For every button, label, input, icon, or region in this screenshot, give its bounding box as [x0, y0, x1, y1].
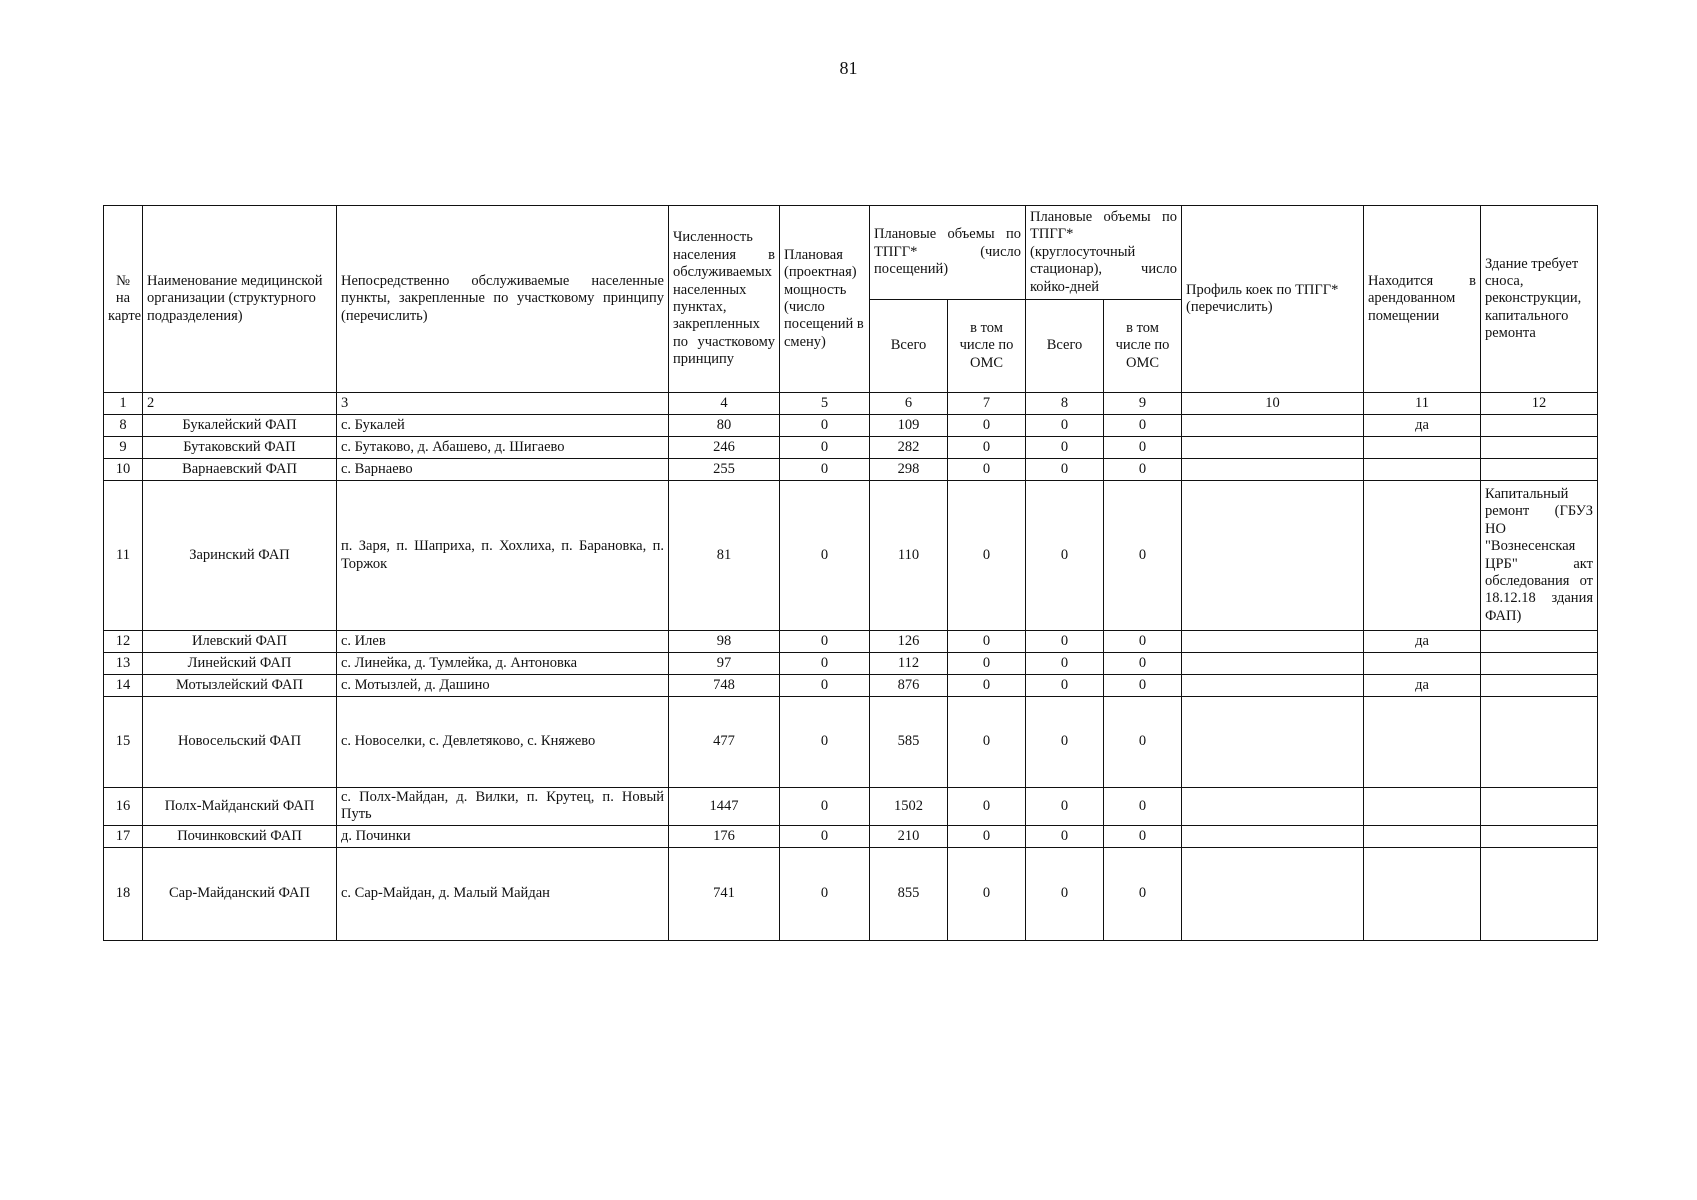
column-number: 4 [669, 393, 780, 415]
row-number: 12 [104, 631, 143, 653]
row-repair [1481, 675, 1598, 697]
row-settlements: с. Сар-Майдан, д. Малый Майдан [337, 847, 669, 940]
row-settlements: с. Новоселки, с. Девлетяково, с. Княжево [337, 697, 669, 788]
row-visits-total: 1502 [870, 788, 948, 826]
row-rented [1364, 788, 1481, 826]
row-name: Новосельский ФАП [143, 697, 337, 788]
row-population: 81 [669, 481, 780, 631]
row-capacity: 0 [780, 481, 870, 631]
table-row [104, 481, 1598, 631]
row-beddays-total: 0 [1026, 437, 1104, 459]
row-beddays-total: 0 [1026, 847, 1104, 940]
header-capacity: Плановая (проектная) мощность (число посещений в смену) [780, 206, 870, 393]
header-name: Наименование медицинской организации (структурного подразделения) [143, 206, 337, 393]
row-beddays-oms: 0 [1104, 847, 1182, 940]
row-settlements: д. Починки [337, 825, 669, 847]
row-capacity: 0 [780, 459, 870, 481]
row-capacity: 0 [780, 415, 870, 437]
row-repair [1481, 631, 1598, 653]
row-beddays-oms: 0 [1104, 481, 1182, 631]
row-rented [1364, 847, 1481, 940]
row-name: Варнаевский ФАП [143, 459, 337, 481]
row-profile [1182, 825, 1364, 847]
row-name: Илевский ФАП [143, 631, 337, 653]
row-visits-oms: 0 [948, 697, 1026, 788]
table-row [104, 631, 1598, 653]
header-num: № на карте [104, 206, 143, 393]
row-visits-oms: 0 [948, 788, 1026, 826]
row-profile [1182, 459, 1364, 481]
table-row [104, 697, 1598, 788]
row-rented [1364, 459, 1481, 481]
row-repair [1481, 847, 1598, 940]
row-population: 176 [669, 825, 780, 847]
column-number: 7 [948, 393, 1026, 415]
row-number: 9 [104, 437, 143, 459]
row-beddays-total: 0 [1026, 788, 1104, 826]
column-numbers-row [104, 393, 1598, 415]
row-repair [1481, 415, 1598, 437]
row-visits-oms: 0 [948, 653, 1026, 675]
column-number: 1 [104, 393, 143, 415]
row-population: 748 [669, 675, 780, 697]
row-beddays-total: 0 [1026, 653, 1104, 675]
row-profile [1182, 675, 1364, 697]
row-beddays-total: 0 [1026, 697, 1104, 788]
row-visits-oms: 0 [948, 631, 1026, 653]
row-rented [1364, 653, 1481, 675]
row-population: 477 [669, 697, 780, 788]
row-settlements: с. Букалей [337, 415, 669, 437]
row-beddays-oms: 0 [1104, 631, 1182, 653]
row-name: Бутаковский ФАП [143, 437, 337, 459]
table-row [104, 415, 1598, 437]
column-number: 11 [1364, 393, 1481, 415]
row-capacity: 0 [780, 788, 870, 826]
row-name: Починковский ФАП [143, 825, 337, 847]
header-beddays-group: Плановые объемы по ТПГГ* (круглосуточный стационар), число койко-дней [1026, 206, 1182, 300]
row-number: 8 [104, 415, 143, 437]
row-beddays-total: 0 [1026, 415, 1104, 437]
row-beddays-oms: 0 [1104, 675, 1182, 697]
row-rented [1364, 481, 1481, 631]
row-visits-oms: 0 [948, 675, 1026, 697]
row-profile [1182, 697, 1364, 788]
row-repair [1481, 437, 1598, 459]
row-settlements: с. Варнаево [337, 459, 669, 481]
row-capacity: 0 [780, 697, 870, 788]
row-name: Полх-Майданский ФАП [143, 788, 337, 826]
row-beddays-oms: 0 [1104, 697, 1182, 788]
row-population: 255 [669, 459, 780, 481]
row-population: 98 [669, 631, 780, 653]
header-population: Численность населения в обслуживаемых населенных пунктах, закрепленных по участковому принципу [669, 206, 780, 393]
row-profile [1182, 653, 1364, 675]
row-settlements: п. Заря, п. Шаприха, п. Хохлиха, п. Барановка, п. Торжок [337, 481, 669, 631]
row-beddays-total: 0 [1026, 675, 1104, 697]
header-visits-oms: в том числе по ОМС [948, 300, 1026, 393]
row-capacity: 0 [780, 653, 870, 675]
row-number: 11 [104, 481, 143, 631]
row-population: 741 [669, 847, 780, 940]
table-row [104, 847, 1598, 940]
row-number: 10 [104, 459, 143, 481]
row-population: 97 [669, 653, 780, 675]
row-profile [1182, 847, 1364, 940]
row-visits-total: 109 [870, 415, 948, 437]
row-visits-oms: 0 [948, 415, 1026, 437]
header-settlements: Непосредственно обслуживаемые населенные пункты, закрепленные по участковому принципу (перечислить) [337, 206, 669, 393]
row-repair [1481, 788, 1598, 826]
row-population: 1447 [669, 788, 780, 826]
column-number: 5 [780, 393, 870, 415]
row-number: 14 [104, 675, 143, 697]
row-visits-total: 282 [870, 437, 948, 459]
row-settlements: с. Мотызлей, д. Дашино [337, 675, 669, 697]
row-beddays-total: 0 [1026, 631, 1104, 653]
row-visits-total: 298 [870, 459, 948, 481]
row-name: Заринский ФАП [143, 481, 337, 631]
row-capacity: 0 [780, 631, 870, 653]
row-rented [1364, 697, 1481, 788]
row-visits-total: 585 [870, 697, 948, 788]
row-beddays-oms: 0 [1104, 788, 1182, 826]
row-visits-oms: 0 [948, 459, 1026, 481]
row-rented: да [1364, 675, 1481, 697]
row-repair [1481, 459, 1598, 481]
table-row [104, 675, 1598, 697]
header-visits-group: Плановые объемы по ТПГГ* (число посещений) [870, 206, 1026, 300]
row-capacity: 0 [780, 825, 870, 847]
row-beddays-oms: 0 [1104, 437, 1182, 459]
row-visits-total: 210 [870, 825, 948, 847]
header-row-top [104, 206, 1598, 300]
row-visits-oms: 0 [948, 825, 1026, 847]
row-visits-total: 855 [870, 847, 948, 940]
column-number: 10 [1182, 393, 1364, 415]
row-settlements: с. Бутаково, д. Абашево, д. Шигаево [337, 437, 669, 459]
row-repair [1481, 653, 1598, 675]
row-repair [1481, 825, 1598, 847]
row-beddays-total: 0 [1026, 825, 1104, 847]
column-number: 9 [1104, 393, 1182, 415]
column-number: 3 [337, 393, 669, 415]
row-beddays-oms: 0 [1104, 459, 1182, 481]
row-beddays-total: 0 [1026, 481, 1104, 631]
row-settlements: с. Илев [337, 631, 669, 653]
row-settlements: с. Полх-Майдан, д. Вилки, п. Крутец, п. Новый Путь [337, 788, 669, 826]
row-beddays-total: 0 [1026, 459, 1104, 481]
row-rented: да [1364, 631, 1481, 653]
row-visits-total: 126 [870, 631, 948, 653]
row-name: Линейский ФАП [143, 653, 337, 675]
column-number: 2 [143, 393, 337, 415]
row-population: 246 [669, 437, 780, 459]
table-row [104, 653, 1598, 675]
row-beddays-oms: 0 [1104, 653, 1182, 675]
table-row [104, 437, 1598, 459]
row-profile [1182, 437, 1364, 459]
row-profile [1182, 481, 1364, 631]
row-capacity: 0 [780, 675, 870, 697]
row-name: Букалейский ФАП [143, 415, 337, 437]
column-number: 8 [1026, 393, 1104, 415]
row-settlements: с. Линейка, д. Тумлейка, д. Антоновка [337, 653, 669, 675]
row-visits-total: 112 [870, 653, 948, 675]
row-number: 15 [104, 697, 143, 788]
row-profile [1182, 788, 1364, 826]
row-rented [1364, 825, 1481, 847]
row-repair [1481, 697, 1598, 788]
column-number: 6 [870, 393, 948, 415]
registry-table [103, 205, 1598, 941]
header-beddays-oms: в том числе по ОМС [1104, 300, 1182, 393]
header-rented: Находится в арендованном помещении [1364, 206, 1481, 393]
row-visits-oms: 0 [948, 481, 1026, 631]
header-visits-total: Всего [870, 300, 948, 393]
row-visits-oms: 0 [948, 437, 1026, 459]
row-number: 13 [104, 653, 143, 675]
table-row [104, 459, 1598, 481]
row-visits-total: 110 [870, 481, 948, 631]
row-number: 18 [104, 847, 143, 940]
row-capacity: 0 [780, 847, 870, 940]
row-rented [1364, 437, 1481, 459]
header-profile: Профиль коек по ТПГГ* (перечислить) [1182, 206, 1364, 393]
row-number: 16 [104, 788, 143, 826]
row-capacity: 0 [780, 437, 870, 459]
row-beddays-oms: 0 [1104, 415, 1182, 437]
row-visits-oms: 0 [948, 847, 1026, 940]
header-beddays-total: Всего [1026, 300, 1104, 393]
row-profile [1182, 631, 1364, 653]
row-beddays-oms: 0 [1104, 825, 1182, 847]
table-body [104, 415, 1598, 941]
column-number: 12 [1481, 393, 1598, 415]
table-row [104, 825, 1598, 847]
row-visits-total: 876 [870, 675, 948, 697]
row-number: 17 [104, 825, 143, 847]
table-row [104, 788, 1598, 826]
row-repair: Капитальный ремонт (ГБУЗ НО "Вознесенская ЦРБ" акт обследования от 18.12.18 здания ФАП) [1481, 481, 1598, 631]
row-rented: да [1364, 415, 1481, 437]
row-name: Сар-Майданский ФАП [143, 847, 337, 940]
header-repair: Здание требует сноса, реконструкции, капитального ремонта [1481, 206, 1598, 393]
row-profile [1182, 415, 1364, 437]
row-name: Мотызлейский ФАП [143, 675, 337, 697]
page-number: 81 [839, 58, 858, 78]
row-population: 80 [669, 415, 780, 437]
